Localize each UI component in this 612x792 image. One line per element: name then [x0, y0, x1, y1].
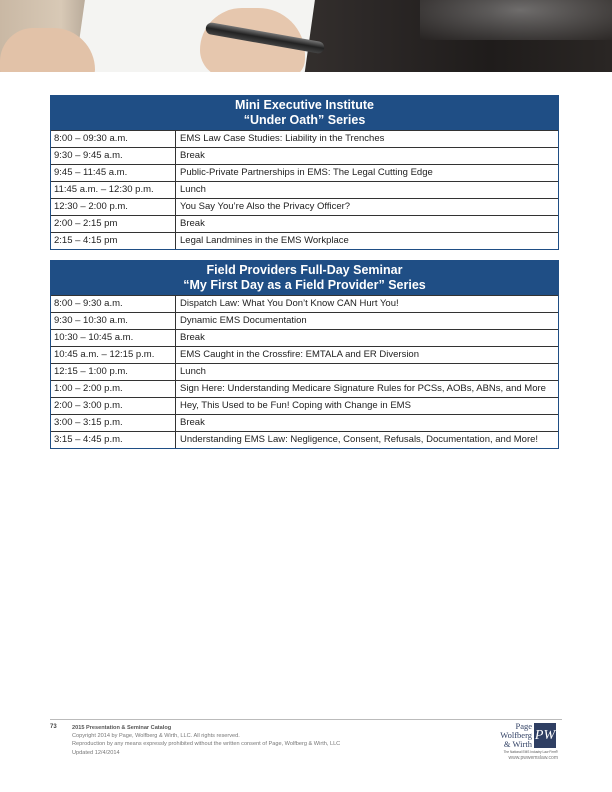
- schedule-table-field-providers: [50, 260, 559, 449]
- logo-url: www.pwwemslaw.com: [508, 755, 558, 761]
- table-row: [51, 363, 558, 380]
- session-title: Break: [180, 218, 205, 229]
- session-title: Break: [180, 332, 205, 343]
- session-time: 1:00 – 2:00 p.m.: [51, 381, 176, 397]
- firm-logo: [496, 722, 558, 764]
- table-row: [51, 346, 558, 363]
- session-time: 10:30 – 10:45 a.m.: [51, 330, 176, 346]
- session-title: Break: [180, 417, 205, 428]
- schedule-subtitle: “My First Day as a Field Provider” Series: [183, 278, 426, 292]
- session-time: 2:00 – 2:15 pm: [51, 216, 176, 232]
- session-title: You Say You’re Also the Privacy Officer?: [180, 201, 351, 212]
- schedule-title: Mini Executive Institute: [235, 98, 374, 112]
- table-row: [51, 295, 558, 312]
- banner-highlight: [420, 0, 612, 40]
- table-row: [51, 215, 558, 232]
- footer-copyright: Copyright 2014 by Page, Wolfberg & Wirth, LLC. All rights reserved.: [72, 733, 240, 740]
- schedule-header: [51, 261, 558, 295]
- header-photo: [0, 0, 612, 72]
- session-title: Sign Here: Understanding Medicare Signature Rules for PCSs, AOBs, ABNs, and More: [180, 383, 546, 394]
- session-time: 8:00 – 09:30 a.m.: [51, 131, 176, 147]
- session-title: EMS Law Case Studies: Liability in the Trenches: [180, 133, 385, 144]
- session-title: Hey, This Used to be Fun! Coping with Change in EMS: [180, 400, 411, 411]
- session-time: 9:30 – 9:45 a.m.: [51, 148, 176, 164]
- table-row: [51, 329, 558, 346]
- table-row: [51, 312, 558, 329]
- footer-divider: [50, 719, 562, 720]
- table-row: [51, 414, 558, 431]
- session-time: 9:45 – 11:45 a.m.: [51, 165, 176, 181]
- session-time: 12:30 – 2:00 p.m.: [51, 199, 176, 215]
- session-title: Lunch: [180, 366, 206, 377]
- logo-wordmark: [496, 722, 532, 749]
- table-row: [51, 164, 558, 181]
- session-time: 3:15 – 4:45 p.m.: [51, 432, 176, 448]
- table-row: [51, 181, 558, 198]
- session-time: 10:45 a.m. – 12:15 p.m.: [51, 347, 176, 363]
- table-row: [51, 198, 558, 215]
- table-row: [51, 397, 558, 414]
- session-time: 8:00 – 9:30 a.m.: [51, 296, 176, 312]
- session-time: 3:00 – 3:15 p.m.: [51, 415, 176, 431]
- footer-updated: Updated 12/4/2014: [72, 749, 120, 756]
- logo-line-2: Wolfberg: [500, 730, 532, 740]
- logo-line-3: & Wirth: [503, 739, 532, 749]
- footer-text: [72, 724, 340, 757]
- session-time: 9:30 – 10:30 a.m.: [51, 313, 176, 329]
- logo-line-1: Page: [515, 721, 532, 731]
- logo-mark-icon: PW: [534, 723, 556, 748]
- session-title: Understanding EMS Law: Negligence, Consent, Refusals, Documentation, and More!: [180, 434, 539, 445]
- table-row: [51, 431, 558, 448]
- table-row: [51, 130, 558, 147]
- table-row: [51, 380, 558, 397]
- logo-tagline: The National EMS Industry Law Firm®: [503, 750, 558, 754]
- footer-reproduction: Reproduction by any means expressly prohibited without the written consent of Page, Wolfberg & Wirth, LLC: [72, 741, 341, 748]
- session-title: Dispatch Law: What You Don’t Know CAN Hurt You!: [180, 298, 399, 309]
- session-time: 11:45 a.m. – 12:30 p.m.: [51, 182, 176, 198]
- footer-catalog: 2015 Presentation & Seminar Catalog: [72, 725, 172, 731]
- table-row: [51, 232, 558, 249]
- session-title: EMS Caught in the Crossfire: EMTALA and ER Diversion: [180, 349, 420, 360]
- session-title: Dynamic EMS Documentation: [180, 315, 307, 326]
- page-number: 73: [50, 724, 57, 730]
- session-title: Public-Private Partnerships in EMS: The Legal Cutting Edge: [180, 167, 433, 178]
- table-row: [51, 147, 558, 164]
- session-time: 2:00 – 3:00 p.m.: [51, 398, 176, 414]
- schedule-title: Field Providers Full-Day Seminar: [206, 263, 403, 277]
- schedule-subtitle: “Under Oath” Series: [243, 113, 366, 127]
- session-title: Break: [180, 150, 205, 161]
- session-time: 2:15 – 4:15 pm: [51, 233, 176, 249]
- session-title: Legal Landmines in the EMS Workplace: [180, 235, 349, 246]
- session-time: 12:15 – 1:00 p.m.: [51, 364, 176, 380]
- schedule-table-mini-executive: [50, 95, 559, 250]
- session-title: Lunch: [180, 184, 206, 195]
- schedule-header: [51, 96, 558, 130]
